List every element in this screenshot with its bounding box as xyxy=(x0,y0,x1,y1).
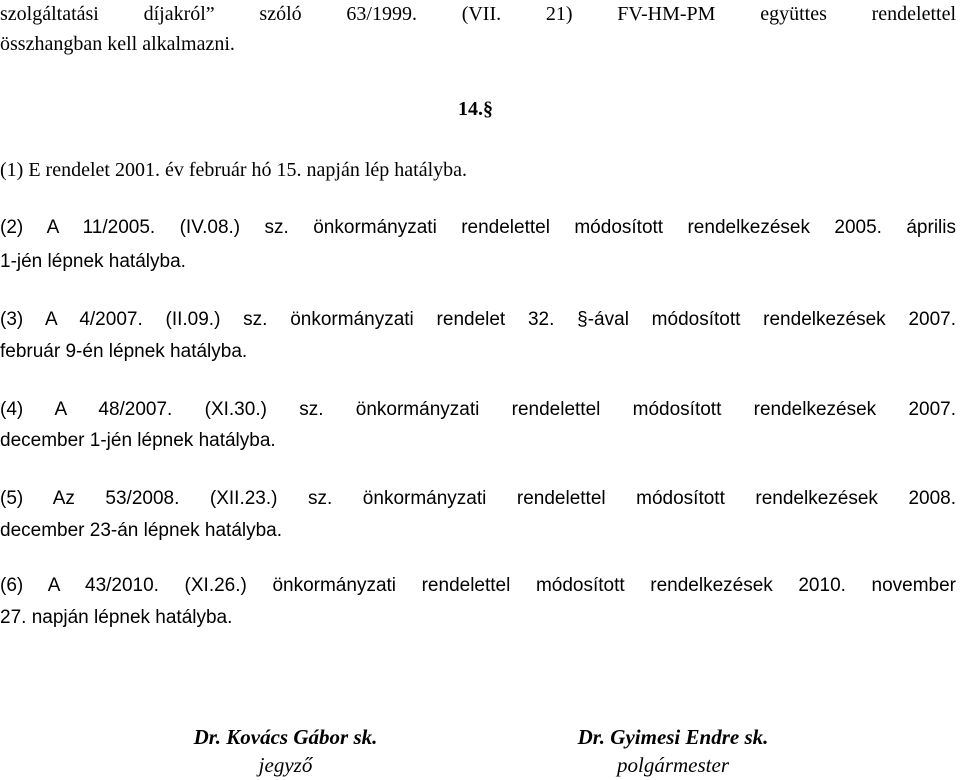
paragraph-4-line-2: december 1-jén lépnek hatályba. xyxy=(0,430,276,451)
paragraph-3-line-2: február 9-én lépnek hatályba. xyxy=(0,341,248,362)
signature-name-notary: Dr. Kovács Gábor sk. xyxy=(193,725,378,749)
section-heading: 14.§ xyxy=(458,98,493,120)
signature-block-mayor xyxy=(548,723,798,779)
paragraph-3-line-1: (3) A 4/2007. (II.09.) sz. önkormányzati rendelet 32. §-ával módosított rendelkezések 2007. xyxy=(0,309,956,330)
paragraph-1-line-1: (1) E rendelet 2001. év február hó 15. napján lép hatályba. xyxy=(0,159,468,181)
paragraph-2-line-1: (2) A 11/2005. (IV.08.) sz. önkormányzati rendelettel módosított rendelkezések 2005. április xyxy=(0,217,956,238)
paragraph-6-line-2: 27. napján lépnek hatályba. xyxy=(0,607,233,628)
signature-block-notary xyxy=(163,723,408,779)
paragraph-2-line-2: 1-jén lépnek hatályba. xyxy=(0,251,186,272)
signature-name-mayor: Dr. Gyimesi Endre sk. xyxy=(577,725,769,749)
paragraph-5-line-1: (5) Az 53/2008. (XII.23.) sz. önkormányzati rendelettel módosított rendelkezések 2008. xyxy=(0,488,956,509)
paragraph-6-line-1: (6) A 43/2010. (XI.26.) önkormányzati rendelettel módosított rendelkezések 2010. november xyxy=(0,575,956,596)
signature-role-mayor: polgármester xyxy=(617,753,729,777)
paragraph-4-line-1: (4) A 48/2007. (XI.30.) sz. önkormányzati rendelettel módosított rendelkezések 2007. xyxy=(0,399,956,420)
intro-line-1: szolgáltatási díjakról” szóló 63/1999. (VII. 21) FV-HM-PM együttes rendelettel xyxy=(0,3,956,25)
intro-line-2: összhangban kell alkalmazni. xyxy=(0,33,235,55)
signature-role-notary: jegyző xyxy=(258,753,313,777)
paragraph-5-line-2: december 23-án lépnek hatályba. xyxy=(0,520,283,541)
